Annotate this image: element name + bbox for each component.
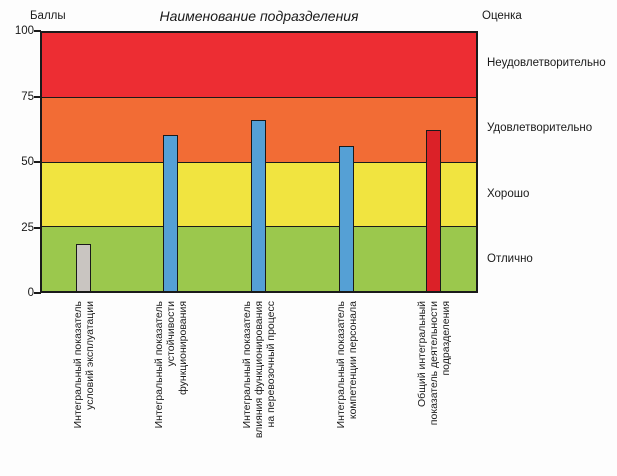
- x-category-label-line: Интегральный показатель: [153, 301, 166, 429]
- x-category-label-line: Интегральный показатель: [241, 301, 253, 429]
- x-category-label-line: на перевозочный процесс: [265, 301, 277, 428]
- rating-band-отлично: [42, 226, 476, 291]
- band-label: Хорошо: [487, 187, 530, 200]
- x-category-label-line: компетенции персонала: [346, 301, 359, 420]
- x-category-label-line: условий эксплуатации: [83, 301, 96, 410]
- y-tick-mark: [34, 161, 41, 163]
- x-category-label-line: устойчивости: [165, 301, 178, 367]
- x-category-label-line: показатель деятельности: [428, 301, 441, 426]
- x-category-label: [72, 301, 96, 451]
- y-tick-mark: [34, 292, 41, 294]
- y-tick-label: 0: [27, 287, 34, 299]
- y-tick-mark: [34, 96, 41, 98]
- x-category-label-line: влияния функционирования: [253, 301, 265, 439]
- y-tick-label: 75: [21, 90, 34, 103]
- x-category-label-line: Общий интегральный: [416, 301, 429, 407]
- x-category-label: [153, 301, 189, 451]
- x-category-label-line: функционирования: [177, 301, 190, 395]
- band-label: Отлично: [487, 253, 533, 266]
- band-label: Удовлетворительно: [487, 122, 593, 135]
- x-category-label-line: Интегральный показатель: [71, 301, 84, 429]
- y-tick-label: 100: [14, 25, 34, 37]
- x-category-label-line: подразделения: [440, 301, 453, 376]
- chart-title: Наименование подразделения: [159, 8, 359, 24]
- band-label: Неудовлетворительно: [487, 56, 606, 69]
- rating-band-неудовлетворительно: [42, 33, 476, 97]
- y-tick-label: 25: [21, 221, 34, 234]
- y-tick-label: 50: [21, 156, 34, 168]
- rating-band-хорошо: [42, 162, 476, 227]
- x-category-label-line: Интегральный показатель: [334, 301, 347, 429]
- rating-band-удовлетворительно: [42, 97, 476, 162]
- right-axis-title: Оценка: [482, 10, 522, 22]
- y-tick-mark: [34, 30, 41, 32]
- x-category-label: [416, 301, 452, 451]
- y-tick-mark: [34, 227, 41, 229]
- y-axis-title: Баллы: [30, 10, 66, 22]
- plot-area: [40, 31, 478, 293]
- x-category-label: [335, 301, 359, 451]
- x-category-label: [241, 301, 277, 451]
